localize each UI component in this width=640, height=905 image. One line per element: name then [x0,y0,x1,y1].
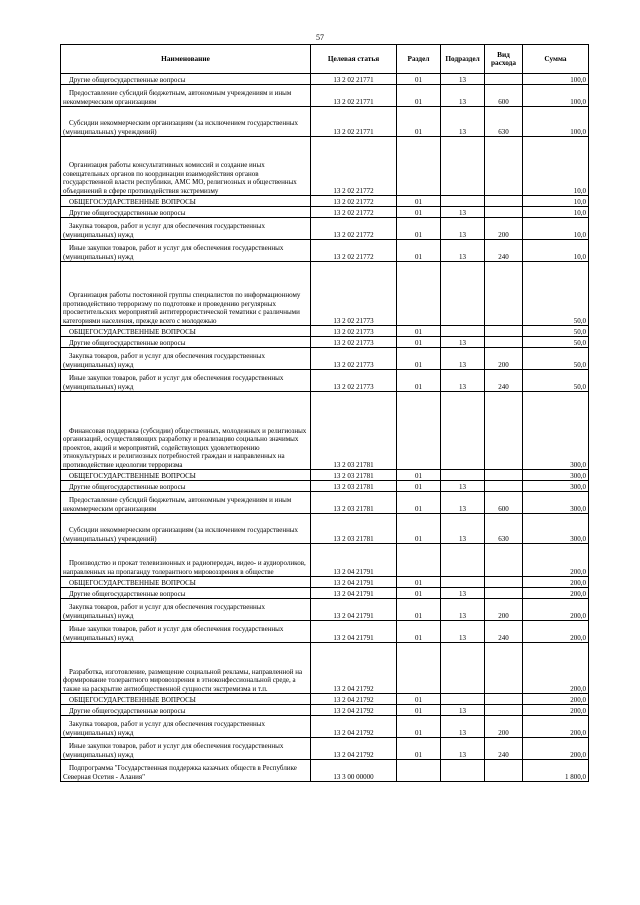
table-row [61,348,589,370]
row-subsection [441,577,485,588]
row-name-text: Организация работы консультативных комиссий и создание иных совещательных органов по координации взаимодействия органов государственной власти республики, АМС МО, религиозных и общественных объединений в сфере противодействия экстремизму [63,161,297,195]
row-name-text: Иные закупки товаров, работ и услуг для обеспечения государственных (муниципальных) нужд [63,742,284,759]
row-name-text: Субсидии некоммерческим организациям (за исключением государственных (муниципальных) учреждений) [63,119,299,136]
row-section [397,392,441,470]
row-target-article: 13 2 03 21781 [311,514,397,544]
row-sum: 200,0 [523,588,589,599]
row-sum: 200,0 [523,705,589,716]
row-expense-type: 200 [485,218,523,240]
row-sum: 10,0 [523,240,589,262]
table-row [61,240,589,262]
row-name-text: Иные закупки товаров, работ и услуг для обеспечения государственных (муниципальных) нужд [63,244,284,261]
row-name-text: Другие общегосударственные вопросы [69,589,186,598]
row-section: 01 [397,370,441,392]
row-name-text: Финансовая поддержка (субсидии) общественных, молодежных и религиозных организаций, осуществляющих разработку и реализацию социально значимых проектов, акций и мероприятий, содействующих удовлетворению этнокультурных и религиозных потребностей граждан и направленных на противодействие идеологии терроризма [63,426,307,469]
row-expense-type: 200 [485,599,523,621]
row-sum: 300,0 [523,392,589,470]
table-header-row [61,45,589,74]
table-row [61,599,589,621]
row-name-text: Разработка, изготовление, размещение социальной рекламы, направленной на формирование толерантного мировоззрения в этноконфессиональной среде, а также на раскрытие антиобщественной сущности экстремизма и т.п. [63,667,303,693]
row-name [61,240,311,262]
row-target-article: 13 2 03 21781 [311,481,397,492]
row-sum: 200,0 [523,694,589,705]
row-target-article: 13 2 04 21791 [311,577,397,588]
row-sum: 10,0 [523,137,589,196]
row-expense-type [485,196,523,207]
row-target-article: 13 2 02 21773 [311,370,397,392]
table-row [61,643,589,694]
row-sum: 100,0 [523,74,589,85]
row-subsection: 13 [441,218,485,240]
row-name [61,481,311,492]
row-target-article: 13 2 02 21772 [311,207,397,218]
row-target-article: 13 2 02 21773 [311,326,397,337]
row-section [397,137,441,196]
row-name-text: ОБЩЕГОСУДАРСТВЕННЫЕ ВОПРОСЫ [69,327,196,336]
row-target-article: 13 2 04 21792 [311,705,397,716]
row-subsection [441,760,485,782]
row-subsection: 13 [441,599,485,621]
row-section: 01 [397,514,441,544]
row-expense-type: 630 [485,514,523,544]
table-row [61,492,589,514]
row-subsection: 13 [441,85,485,107]
row-expense-type [485,392,523,470]
row-name [61,694,311,705]
row-section: 01 [397,470,441,481]
row-target-article: 13 2 02 21773 [311,348,397,370]
budget-table [60,44,589,782]
row-section: 01 [397,207,441,218]
row-section: 01 [397,694,441,705]
row-name-text: Другие общегосударственные вопросы [69,75,186,84]
row-section: 01 [397,74,441,85]
row-sum: 300,0 [523,492,589,514]
row-name-text: Закупка товаров, работ и услуг для обеспечения государственных (муниципальных) нужд [63,352,266,369]
row-expense-type [485,760,523,782]
row-expense-type [485,262,523,326]
table-row [61,694,589,705]
row-section: 01 [397,337,441,348]
row-target-article: 13 2 04 21791 [311,621,397,643]
row-expense-type [485,481,523,492]
table-row [61,392,589,470]
row-target-article: 13 2 04 21791 [311,544,397,577]
row-sum: 200,0 [523,738,589,760]
row-subsection: 13 [441,370,485,392]
row-subsection [441,262,485,326]
row-expense-type: 200 [485,716,523,738]
row-name [61,326,311,337]
row-subsection: 13 [441,337,485,348]
row-sum: 50,0 [523,262,589,326]
row-name-text: ОБЩЕГОСУДАРСТВЕННЫЕ ВОПРОСЫ [69,471,196,480]
row-target-article: 13 3 00 00000 [311,760,397,782]
row-subsection [441,470,485,481]
row-name [61,544,311,577]
row-name-text: Организация работы постоянной группы специалистов по информационному противодействию терроризму по подготовке и проведению регулярных просветительских мероприятий антитеррористической тематики с различными категориями населения, прежде всего с молодежью [63,291,301,325]
row-section: 01 [397,599,441,621]
row-name-text: Другие общегосударственные вопросы [69,208,186,217]
row-sum: 200,0 [523,599,589,621]
row-expense-type [485,137,523,196]
row-section: 01 [397,577,441,588]
row-name-text: Иные закупки товаров, работ и услуг для обеспечения государственных (муниципальных) нужд [63,374,284,391]
row-subsection [441,392,485,470]
row-target-article: 13 2 04 21791 [311,599,397,621]
row-name [61,588,311,599]
row-name [61,370,311,392]
row-section: 01 [397,240,441,262]
row-expense-type: 240 [485,738,523,760]
row-name [61,705,311,716]
table-row [61,514,589,544]
row-expense-type [485,544,523,577]
table-row [61,544,589,577]
row-expense-type [485,326,523,337]
row-section: 01 [397,716,441,738]
table-row [61,738,589,760]
row-target-article: 13 2 02 21772 [311,196,397,207]
row-section: 01 [397,621,441,643]
row-name [61,514,311,544]
row-name [61,621,311,643]
row-name-text: Другие общегосударственные вопросы [69,338,186,347]
row-target-article: 13 2 04 21791 [311,588,397,599]
row-target-article: 13 2 03 21781 [311,492,397,514]
row-subsection [441,694,485,705]
header-sum: Сумма [523,45,589,74]
row-target-article: 13 2 04 21792 [311,716,397,738]
page-number: 57 [316,33,324,42]
row-sum: 200,0 [523,544,589,577]
row-expense-type: 240 [485,370,523,392]
row-target-article: 13 2 02 21773 [311,337,397,348]
row-subsection [441,643,485,694]
row-sum: 50,0 [523,326,589,337]
table-row [61,470,589,481]
row-name-text: ОБЩЕГОСУДАРСТВЕННЫЕ ВОПРОСЫ [69,578,196,587]
row-name [61,207,311,218]
row-name-text: Подпрограмма "Государственная поддержка казачьих обществ в Республике Северная Осетия - Алания" [63,764,297,781]
row-section: 01 [397,588,441,599]
header-name: Наименование [61,45,311,74]
row-subsection [441,196,485,207]
row-name-text: Закупка товаров, работ и услуг для обеспечения государственных (муниципальных) нужд [63,603,266,620]
row-expense-type [485,74,523,85]
row-expense-type [485,577,523,588]
row-sum: 200,0 [523,716,589,738]
row-expense-type [485,207,523,218]
row-section [397,643,441,694]
row-target-article: 13 2 02 21772 [311,240,397,262]
row-section [397,544,441,577]
row-name-text: Другие общегосударственные вопросы [69,482,186,491]
row-name-text: Производство и прокат телевизионных и радиопередач, видео- и аудиороликов, направленных на пропаганду толерантного мировоззрения в обществе [63,559,306,576]
row-subsection [441,326,485,337]
row-sum: 1 800,0 [523,760,589,782]
row-name-text: ОБЩЕГОСУДАРСТВЕННЫЕ ВОПРОСЫ [69,695,196,704]
row-name [61,337,311,348]
row-name-text: Другие общегосударственные вопросы [69,706,186,715]
row-name [61,137,311,196]
row-name [61,107,311,137]
row-target-article: 13 2 04 21792 [311,694,397,705]
row-sum: 100,0 [523,107,589,137]
row-target-article: 13 2 02 21772 [311,218,397,240]
row-subsection [441,544,485,577]
row-expense-type [485,588,523,599]
row-subsection: 13 [441,588,485,599]
row-sum: 10,0 [523,207,589,218]
row-expense-type: 240 [485,621,523,643]
table-body [61,74,589,782]
row-target-article: 13 2 02 21773 [311,262,397,326]
table-row [61,326,589,337]
row-sum: 200,0 [523,621,589,643]
row-subsection: 13 [441,738,485,760]
row-expense-type [485,694,523,705]
table-row [61,760,589,782]
row-subsection [441,137,485,196]
table-row [61,588,589,599]
row-expense-type: 240 [485,240,523,262]
row-target-article: 13 2 04 21792 [311,738,397,760]
row-name [61,716,311,738]
row-name-text: Предоставление субсидий бюджетным, автономным учреждениям и иным некоммерческим организациям [63,89,292,106]
row-section [397,760,441,782]
row-target-article: 13 2 02 21771 [311,85,397,107]
row-sum: 10,0 [523,218,589,240]
header-section: Раздел [397,45,441,74]
row-name-text: Субсидии некоммерческим организациям (за исключением государственных (муниципальных) учреждений) [63,526,299,543]
row-target-article: 13 2 03 21781 [311,470,397,481]
row-subsection: 13 [441,716,485,738]
table-row [61,621,589,643]
table-row [61,137,589,196]
row-name [61,392,311,470]
table-row [61,196,589,207]
row-expense-type [485,705,523,716]
row-section: 01 [397,481,441,492]
row-expense-type [485,470,523,481]
row-sum: 300,0 [523,470,589,481]
table-row [61,85,589,107]
table-row [61,337,589,348]
row-sum: 50,0 [523,337,589,348]
row-sum: 50,0 [523,348,589,370]
row-target-article: 13 2 02 21771 [311,74,397,85]
row-expense-type: 600 [485,85,523,107]
row-subsection: 13 [441,207,485,218]
row-section: 01 [397,348,441,370]
row-subsection: 13 [441,74,485,85]
row-name [61,348,311,370]
row-name [61,262,311,326]
row-target-article: 13 2 02 21772 [311,137,397,196]
table-row [61,716,589,738]
row-sum: 200,0 [523,643,589,694]
row-name [61,577,311,588]
table-row [61,705,589,716]
row-expense-type: 600 [485,492,523,514]
row-name-text: Закупка товаров, работ и услуг для обеспечения государственных (муниципальных) нужд [63,222,266,239]
table-row [61,74,589,85]
row-sum: 10,0 [523,196,589,207]
row-expense-type [485,643,523,694]
row-name [61,85,311,107]
table-row [61,207,589,218]
row-sum: 200,0 [523,577,589,588]
row-section: 01 [397,705,441,716]
row-sum: 300,0 [523,481,589,492]
row-name [61,196,311,207]
header-subsection: Подраздел [441,45,485,74]
row-section: 01 [397,85,441,107]
row-expense-type: 200 [485,348,523,370]
row-expense-type: 630 [485,107,523,137]
row-sum: 100,0 [523,85,589,107]
row-name [61,738,311,760]
row-name [61,760,311,782]
row-section [397,262,441,326]
row-expense-type [485,337,523,348]
row-name-text: Предоставление субсидий бюджетным, автономным учреждениям и иным некоммерческим организациям [63,496,292,513]
row-subsection: 13 [441,621,485,643]
row-subsection: 13 [441,492,485,514]
table-row [61,107,589,137]
table-row [61,577,589,588]
row-subsection: 13 [441,481,485,492]
row-target-article: 13 2 02 21771 [311,107,397,137]
header-target-article: Целевая статья [311,45,397,74]
table-row [61,262,589,326]
row-subsection: 13 [441,240,485,262]
row-name [61,470,311,481]
row-name [61,599,311,621]
row-name [61,643,311,694]
row-sum: 50,0 [523,370,589,392]
row-target-article: 13 2 04 21792 [311,643,397,694]
row-subsection: 13 [441,348,485,370]
table-row [61,218,589,240]
row-section: 01 [397,492,441,514]
row-section: 01 [397,738,441,760]
table-row [61,481,589,492]
row-name [61,492,311,514]
row-section: 01 [397,196,441,207]
row-section: 01 [397,326,441,337]
row-name-text: Иные закупки товаров, работ и услуг для обеспечения государственных (муниципальных) нужд [63,625,284,642]
row-section: 01 [397,218,441,240]
row-name [61,218,311,240]
row-section: 01 [397,107,441,137]
row-name-text: Закупка товаров, работ и услуг для обеспечения государственных (муниципальных) нужд [63,720,266,737]
table-row [61,370,589,392]
header-expense-type: Вид расхода [485,45,523,74]
row-name-text: ОБЩЕГОСУДАРСТВЕННЫЕ ВОПРОСЫ [69,197,196,206]
row-subsection: 13 [441,705,485,716]
row-subsection: 13 [441,107,485,137]
row-sum: 300,0 [523,514,589,544]
row-subsection: 13 [441,514,485,544]
row-target-article: 13 2 03 21781 [311,392,397,470]
row-name [61,74,311,85]
